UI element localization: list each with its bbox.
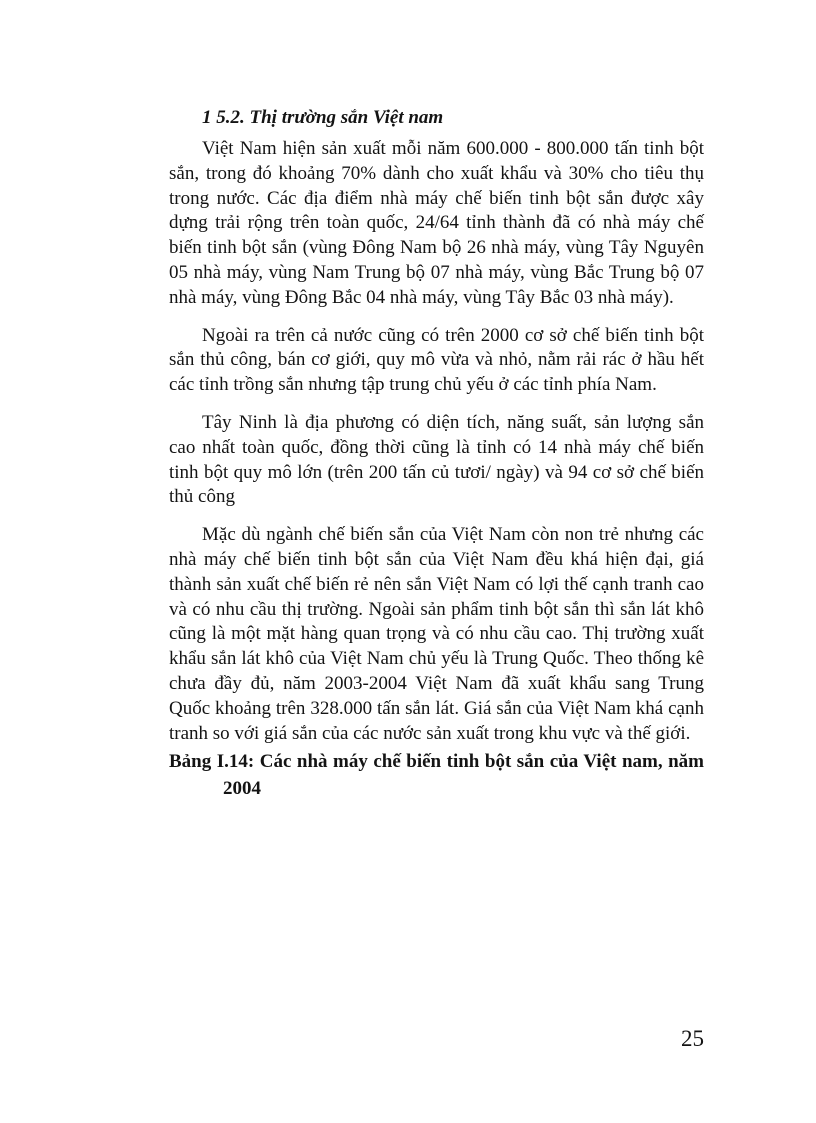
paragraph-production: Việt Nam hiện sản xuất mỗi năm 600.000 - 800.000 tấn tinh bột sắn, trong đó khoảng 70% dành cho xuất khẩu và 30% cho tiêu thụ trong nước. Các địa điểm nhà máy chế biến tinh bột sắn được xây dựng trải rộng trên toàn quốc, 24/64 tỉnh thành đã có nhà máy chế biến tinh bột sắn (vùng Đông Nam bộ 26 nhà máy, vùng Tây Nguyên 05 nhà máy, vùng Nam Trung bộ 07 nhà máy, vùng Bắc Trung bộ 07 nhà máy, vùng Đông Bắc 04 nhà máy, vùng Tây Bắc 03 nhà máy). [169,138,704,308]
page-content [169,104,704,802]
section-heading: 1 5.2. Thị trường sắn Việt nam [202,107,444,128]
table-caption: Bảng I.14: Các nhà máy chế biến tinh bột sắn của Việt nam, năm 2004 [169,751,704,800]
paragraph-market: Mặc dù ngành chế biến sắn của Việt Nam còn non trẻ nhưng các nhà máy chế biến tinh bột sắn của Việt Nam đều khá hiện đại, giá thành sản xuất chế biến rẻ nên sắn Việt Nam có lợi thế cạnh tranh cao và có nhu cầu thị trường. Ngoài sản phẩm tinh bột sắn thì sắn lát khô cũng là một mặt hàng quan trọng và có nhu cầu cao. Thị trường xuất khẩu sắn lát khô của Việt Nam chủ yếu là Trung Quốc. Theo thống kê chưa đầy đủ, năm 2003-2004 Việt Nam đã xuất khẩu sang Trung Quốc khoảng trên 328.000 tấn sắn lát. Giá sắn của Việt Nam khá cạnh tranh so với giá sắn của các nước sản xuất trong khu vực và thế giới. [169,524,704,744]
paragraph-small-facilities: Ngoài ra trên cả nước cũng có trên 2000 cơ sở chế biến tinh bột sắn thủ công, bán cơ giới, quy mô vừa và nhỏ, nằm rải rác ở hầu hết các tỉnh trồng sắn nhưng tập trung chủ yếu ở các tỉnh phía Nam. [169,324,704,396]
paragraph-tay-ninh: Tây Ninh là địa phương có diện tích, năng suất, sản lượng sắn cao nhất toàn quốc, đồng thời cũng là tỉnh có 14 nhà máy chế biến tinh bột quy mô lớn (trên 200 tấn củ tươi/ ngày) và 94 cơ sở chế biến thủ công [169,411,704,508]
page-number: 25 [681,1026,704,1051]
